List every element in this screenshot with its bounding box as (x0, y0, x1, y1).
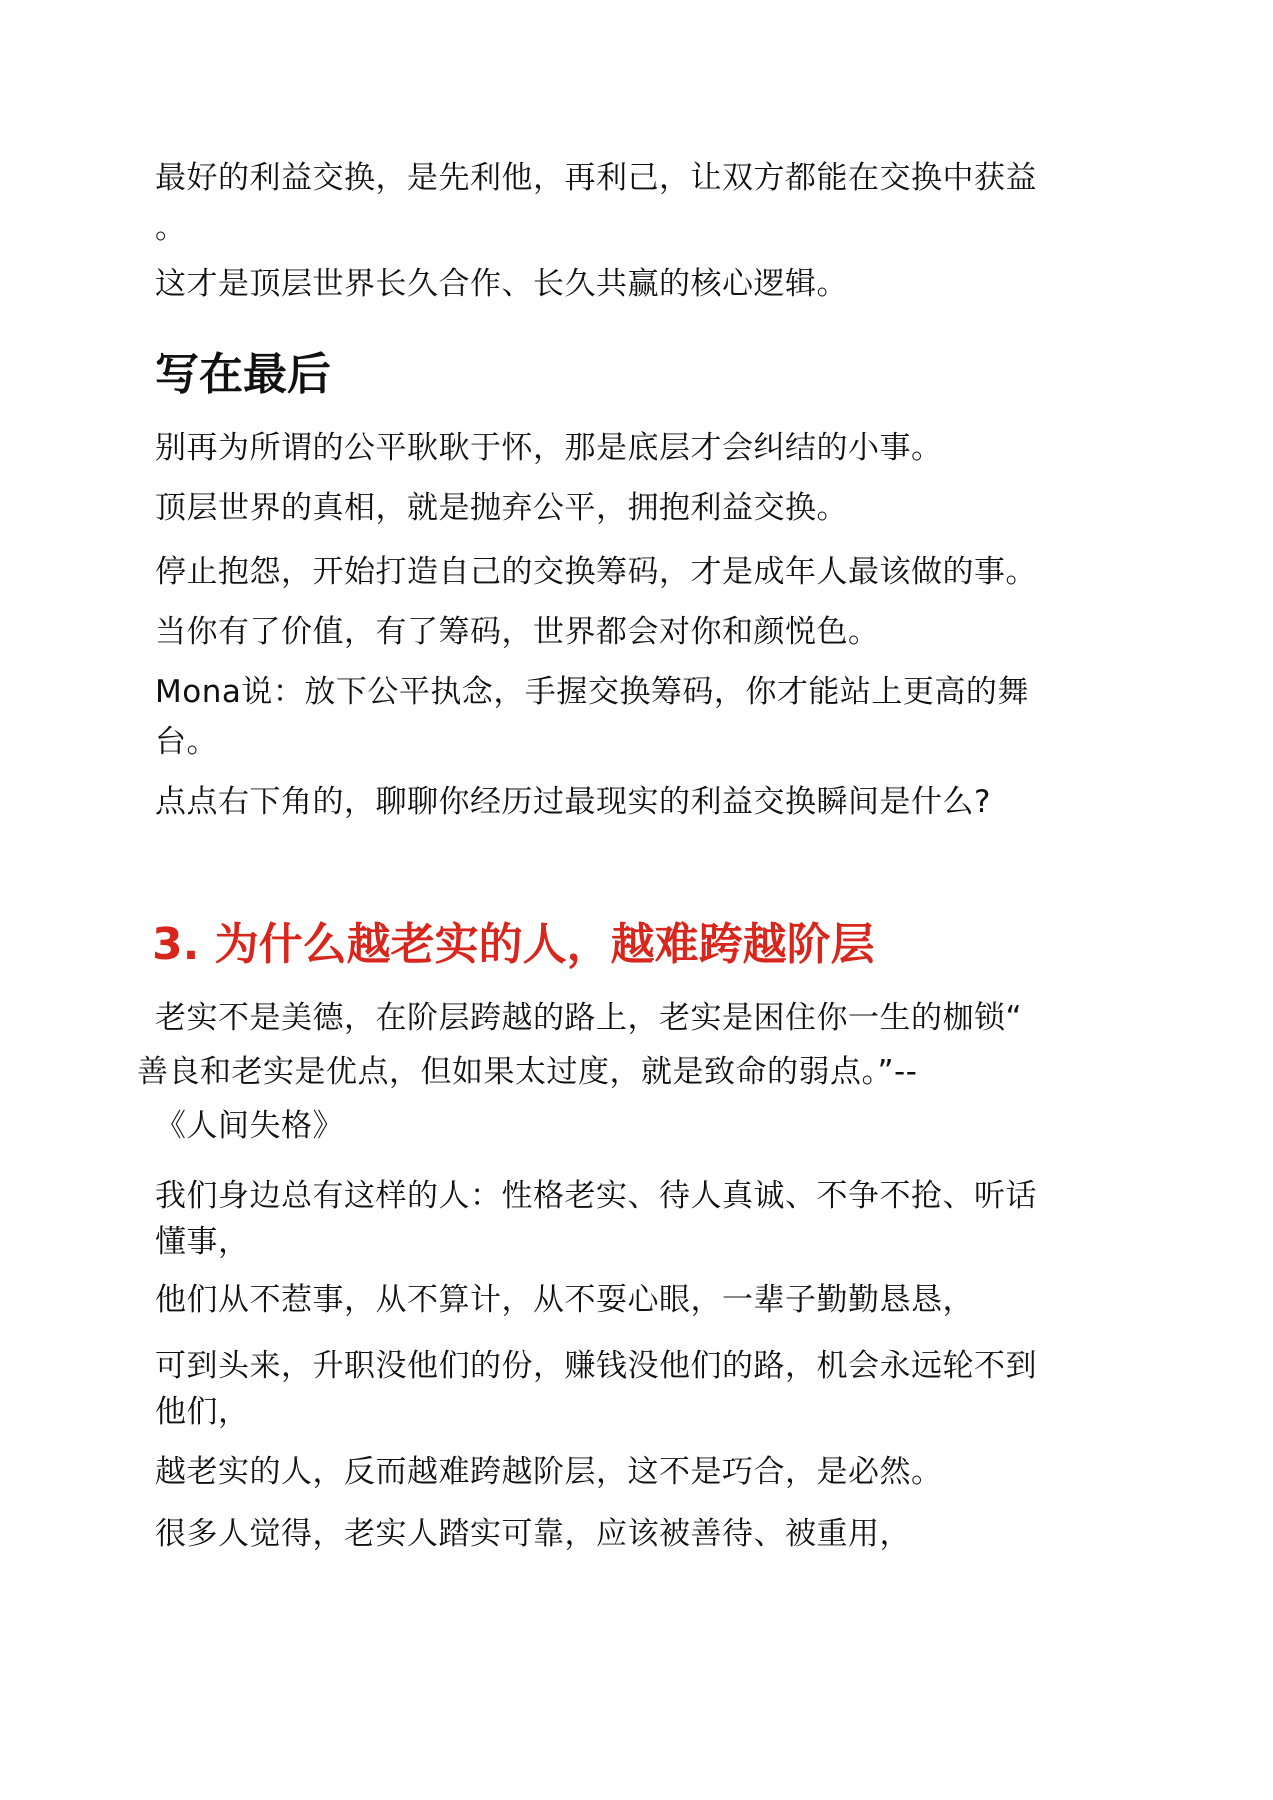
closing-line-2: 顶层世界的真相，就是抛弃公平，拥抱利益交换。 (155, 490, 848, 526)
closing-line-4: 当你有了价值，有了筹码，世界都会对你和颜悦色。 (155, 614, 880, 650)
section-3-line-3: 《人间失格》 (155, 1108, 344, 1144)
section-3-heading: 3. 为什么越老实的人，越难跨越阶层 (152, 919, 875, 970)
section-3-line-5: 懂事， (155, 1224, 250, 1260)
section-3-line-8: 他们， (155, 1394, 250, 1430)
closing-line-7: 点点右下角的，聊聊你经历过最现实的利益交换瞬间是什么? (155, 784, 991, 820)
section-3-line-1: 老实不是美德，在阶层跨越的路上，老实是困住你一生的枷锁“ (155, 1000, 1023, 1036)
intro-line-1: 最好的利益交换，是先利他，再利己，让双方都能在交换中获益 (155, 160, 1037, 196)
intro-line-2: 。 (155, 210, 187, 246)
section-3-line-4: 我们身边总有这样的人：性格老实、待人真诚、不争不抢、听话 (155, 1178, 1037, 1214)
intro-line-3: 这才是顶层世界长久合作、长久共赢的核心逻辑。 (155, 266, 848, 302)
closing-line-3: 停止抱怨，开始打造自己的交换筹码，才是成年人最该做的事。 (155, 554, 1037, 590)
section-3-line-10: 很多人觉得，老实人踏实可靠，应该被善待、被重用， (155, 1516, 911, 1552)
section-3-line-7: 可到头来，升职没他们的份，赚钱没他们的路，机会永远轮不到 (155, 1348, 1037, 1384)
section-3-line-6: 他们从不惹事，从不算计，从不耍心眼，一辈子勤勤恳恳， (155, 1282, 974, 1318)
section-3-line-2: 善良和老实是优点，但如果太过度，就是致命的弱点。”-- (137, 1054, 918, 1090)
closing-line-5: Mona说：放下公平执念，手握交换筹码，你才能站上更高的舞 (155, 674, 1029, 710)
closing-heading: 写在最后 (155, 349, 331, 400)
section-3-line-9: 越老实的人，反而越难跨越阶层，这不是巧合，是必然。 (155, 1454, 943, 1490)
closing-line-6: 台。 (155, 724, 218, 760)
closing-line-1: 别再为所谓的公平耿耿于怀，那是底层才会纠结的小事。 (155, 430, 943, 466)
